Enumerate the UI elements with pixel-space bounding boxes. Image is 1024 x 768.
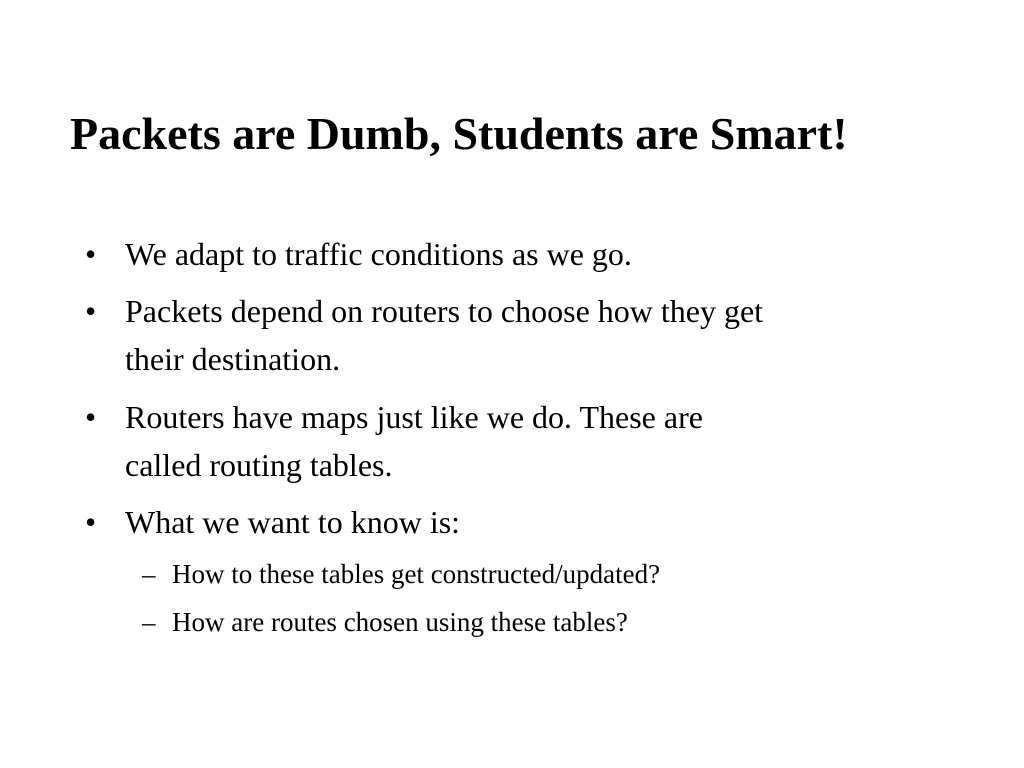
slide-title: Packets are Dumb, Students are Smart! [70,108,848,159]
sub-bullet-text: How to these tables get constructed/updated? [172,559,661,589]
bullet-text: Routers have maps just like we do. These are [125,399,703,435]
sub-bullet-text: How are routes chosen using these tables? [172,607,628,637]
bullet-marker: • [85,399,97,435]
bullet-marker: • [85,504,97,540]
bullet-text: We adapt to traffic conditions as we go. [125,236,632,272]
bullet-text: Packets depend on routers to choose how they get [125,293,764,329]
bullet-text-continuation: called routing tables. [125,447,393,483]
bullet-text-continuation: their destination. [125,341,341,377]
bullet-marker: • [85,236,97,272]
sub-bullet-marker: – [142,607,156,637]
sub-bullet-marker: – [142,559,156,589]
bullet-text: What we want to know is: [125,504,461,540]
bullet-marker: • [85,293,97,329]
